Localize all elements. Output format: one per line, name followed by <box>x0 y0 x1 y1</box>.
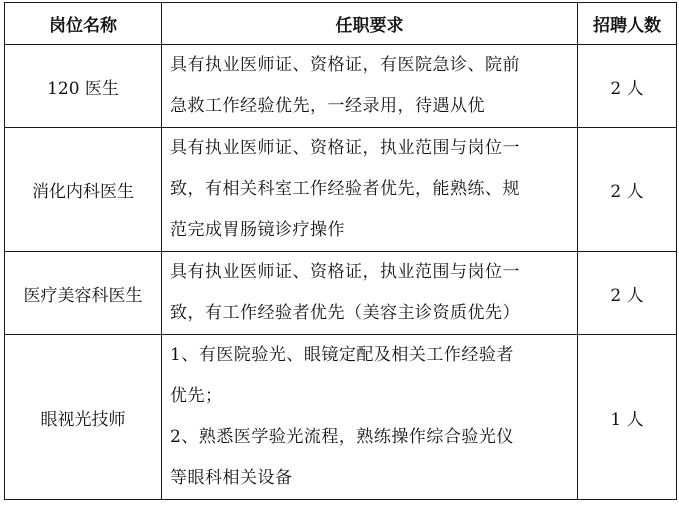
count-cell: 2 人 <box>578 128 677 252</box>
requirements-cell <box>162 252 578 335</box>
table-row <box>5 252 677 335</box>
requirement-line: 范完成胃肠镜诊疗操作 <box>170 220 345 240</box>
requirement-line: 急救工作经验优先，一经录用，待遇从优 <box>170 96 485 116</box>
requirement-line: 致，有工作经验者优先（美容主诊资质优先） <box>170 303 520 323</box>
requirement-line: 2、熟悉医学验光流程，熟练操作综合验光仪 <box>170 427 514 447</box>
requirements-cell <box>162 128 578 252</box>
requirement-line: 具有执业医师证、资格证，执业范围与岗位一 <box>170 138 520 158</box>
requirement-line: 致，有相关科室工作经验者优先，能熟练、规 <box>170 179 520 199</box>
count-cell: 2 人 <box>578 45 677 128</box>
recruitment-table <box>4 2 677 500</box>
requirement-line: 具有执业医师证、资格证，有医院急诊、院前 <box>170 55 520 75</box>
table-row <box>5 128 677 252</box>
header-position: 岗位名称 <box>5 3 162 45</box>
requirement-line: 1、有医院验光、眼镜定配及相关工作经验者 <box>170 345 514 365</box>
position-cell: 眼视光技师 <box>5 335 162 500</box>
count-cell: 1 人 <box>578 335 677 500</box>
position-cell: 消化内科医生 <box>5 128 162 252</box>
table-row <box>5 45 677 128</box>
requirement-line: 优先； <box>170 386 223 406</box>
requirement-line: 等眼科相关设备 <box>170 468 293 488</box>
requirements-cell <box>162 45 578 128</box>
position-cell: 医疗美容科医生 <box>5 252 162 335</box>
position-cell: 120 医生 <box>5 45 162 128</box>
header-row <box>5 3 677 45</box>
requirements-cell <box>162 335 578 500</box>
header-requirements: 任职要求 <box>162 3 578 45</box>
requirement-line: 具有执业医师证、资格证，执业范围与岗位一 <box>170 262 520 282</box>
header-count: 招聘人数 <box>578 3 677 45</box>
count-cell: 2 人 <box>578 252 677 335</box>
table-row <box>5 335 677 500</box>
